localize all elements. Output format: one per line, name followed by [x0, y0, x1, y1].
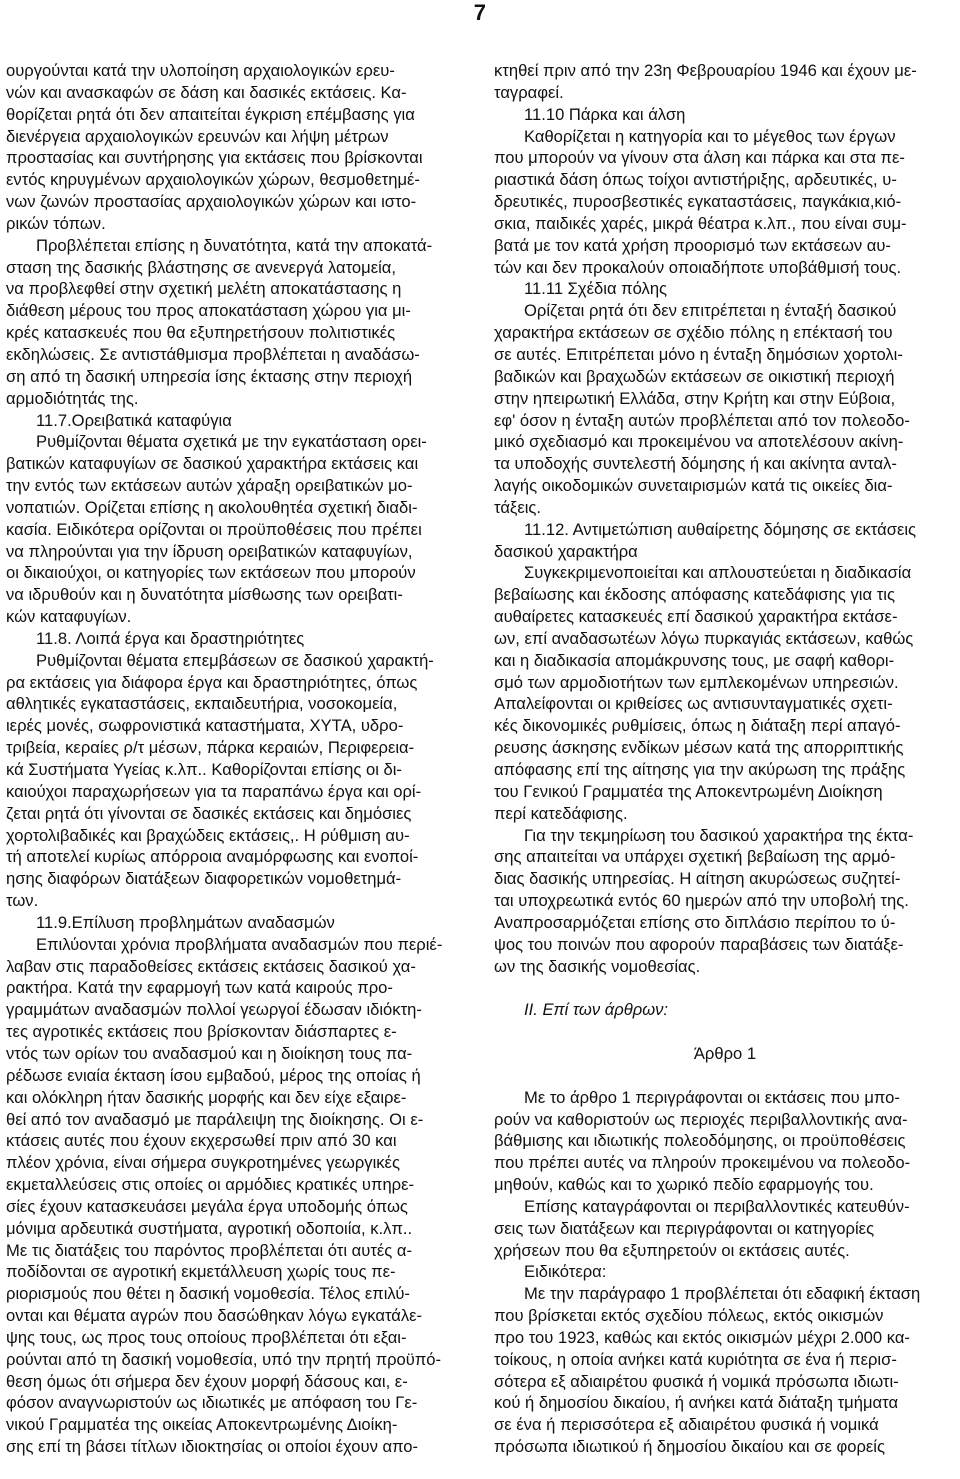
text-line: λαβαν στις παραδοθείσες εκτάσεις εκτάσεις δασικού χα-	[6, 956, 416, 976]
text-line: αυθαίρετες κατασκευές επί δασικού χαρακτήρα εκτάσε-	[494, 607, 898, 627]
text-line: σε αυτές. Επιτρέπεται μόνο η ένταξη δημόσιων χορτολι-	[494, 344, 903, 364]
text-line: απόφασης επί της αίτησης για την ακύρωση της πράξης	[494, 760, 906, 779]
text-line: βατικών καταφυγίων σε δασικού χαρακτήρα εκτάσεις και	[6, 454, 419, 474]
text-line	[494, 977, 956, 999]
text-line: εντός κηρυγμένων αρχαιολογικών χώρων, θεσμοθετημέ-	[6, 170, 420, 190]
text-line: χαρακτήρα εκτάσεων σε σχέδιο πόλης η επέκτασή του	[494, 323, 893, 343]
text-line: σεις των διατάξεων και περιγράφονται οι κατηγορίες	[494, 1218, 875, 1238]
text-line: ουργούνται κατά την υλοποίηση αρχαιολογικών ερευ-	[6, 61, 395, 80]
left-text-column	[6, 60, 468, 1458]
text-line: που μπορούν να γίνουν στα άλση και πάρκα και στα πε-	[494, 148, 905, 168]
text-line: νών και ανασκαφών σε δάση και δασικές εκτάσεις. Κα-	[6, 82, 407, 102]
text-line: θεση όμως ότι σήμερα δεν έχουν μορφή δάσους και, ε-	[6, 1371, 408, 1391]
text-line: εκδηλώσεις. Σε αντιστάθμισμα προβλέπεται η αναδάσω-	[6, 344, 420, 364]
text-line: του Γενικού Γραμματέα της Αποκεντρωμένη Διοίκηση	[494, 781, 883, 801]
text-line: να πληρούνται για την ίδρυση ορειβατικών καταφυγίων,	[6, 541, 413, 561]
text-line: που βρίσκεται εκτός σχεδίου πόλεως, εκτός οικισμών	[494, 1306, 884, 1326]
page-number: 7	[473, 0, 486, 25]
text-line: χρήσεων που θα εξυπηρετούν οι εκτάσεις αυτές.	[494, 1240, 850, 1260]
text-line: μηθούν, καθώς και το χωρικό πεδίο εφαρμογής του.	[494, 1175, 874, 1195]
text-line: διενέργεια αρχαιολογικών ερευνών και λήψη μέτρων	[6, 126, 389, 146]
text-line: Για την τεκμηρίωση του δασικού χαρακτήρα της έκτα-	[524, 825, 914, 845]
text-line: ποδίδονται σε αγροτική εκμετάλλευση χωρίς τους πε-	[6, 1262, 396, 1282]
text-line: ση από τη δασική υπηρεσία ίσης έκτασης στην περιοχή	[6, 366, 413, 386]
text-line: Με το άρθρο 1 περιγράφονται οι εκτάσεις που μπο-	[524, 1087, 900, 1107]
right-text-column	[494, 60, 956, 1458]
text-line: να προβλεφθεί στην σχετική μελέτη αποκατάστασης η	[6, 279, 402, 299]
text-line: προστασίας και συντήρησης για εκτάσεις που βρίσκονται	[6, 148, 423, 168]
text-line: ων της δασικής νομοθεσίας.	[494, 956, 701, 976]
text-line: 11.12. Αντιμετώπιση αυθαίρετης δόμησης σε εκτάσεις	[524, 519, 917, 539]
text-line: νων ζωνών προστασίας αρχαιολογικών χώρων και ιστο-	[6, 192, 417, 212]
text-line: κτηθεί πριν από την 23η Φεβρουαρίου 1946 και έχουν με-	[494, 61, 917, 80]
text-line: Προβλέπεται επίσης η δυνατότητα, κατά την αποκατά-	[36, 235, 433, 255]
text-line: ρούνται από τη δασική νομοθεσία, υπό την πρητή προϋπό-	[6, 1349, 442, 1369]
text-line: δασικού χαρακτήρα	[494, 541, 638, 561]
text-line: ψος του ποινών που αφορούν παραβάσεις των διατάξε-	[494, 934, 904, 954]
text-line: Επίσης καταγράφονται οι περιβαλλοντικές κατευθύν-	[524, 1196, 910, 1216]
text-line: ησης διαφόρων διατάξεων διαφορετικών νομοθετημά-	[6, 869, 402, 889]
text-line: περί κατεδάφισης.	[494, 803, 628, 823]
text-line: κασία. Ειδικότερα ορίζονται οι προϋποθέσεις που πρέπει	[6, 519, 422, 539]
text-line: ρακτήρα. Κατά την εφαρμογή των κατά καιρούς προ-	[6, 978, 393, 998]
text-line: σμό των αρμοδιοτήτων των εμπλεκομένων υπηρεσιών.	[494, 672, 899, 692]
text-line: λαγής οικοδομικών συνεταιρισμών κατά τις οικείες δια-	[494, 476, 893, 496]
text-line: Ρυθμίζονται θέματα σχετικά με την εγκατάσταση ορει-	[36, 432, 427, 452]
text-line: σης επί τη βάσει τίτλων ιδιοκτησίας οι οποίοι έχουν απο-	[6, 1437, 419, 1457]
text-line: ιερές μονές, σωφρονιστικά καταστήματα, ΧΥΤΑ, υδρο-	[6, 716, 404, 736]
text-line: ονται και θέματα αγρών που δασώθηκαν λόγω εγκατάλε-	[6, 1306, 423, 1326]
text-line: νικού Γραμματέα της οικείας Αποκεντρωμένης Διοίκη-	[6, 1415, 398, 1435]
text-line: των.	[6, 891, 39, 911]
text-line: σε ένα ή περισσότερα εξ αδιαιρέτου φυσικά ή νομικά	[494, 1415, 879, 1435]
text-line	[494, 1021, 956, 1043]
text-line: Καθορίζεται η κατηγορία και το μέγεθος των έργων	[524, 126, 896, 146]
text-line: ντός των ορίων του αναδασμού και η διοίκηση τους πα-	[6, 1043, 413, 1063]
text-line: εκμεταλλεύσεις στις οποίες οι αρμόδιες κρατικές υπηρε-	[6, 1175, 415, 1195]
text-line: 11.8. Λοιπά έργα και δραστηριότητες	[36, 628, 305, 648]
text-line: μόνιμα αρδευτικά συστήματα, αγροτική οδοποιία, κ.λπ..	[6, 1218, 413, 1238]
text-line: και η διαδικασία απομάκρυνσης τους, με σαφή καθορι-	[494, 650, 895, 670]
text-line: τριβεία, κεραίες ρ/τ μέσων, πάρκα κεραιών, Περιφερεια-	[6, 738, 415, 758]
text-line: κτάσεις αυτές που έχουν εκχερσωθεί πριν από 30 και	[6, 1131, 397, 1151]
text-line: βεβαίωσης και έκδοσης απόφασης κατεδάφισης για τις	[494, 585, 895, 605]
text-line: βαδικών και βραχωδών εκτάσεων σε οικιστική περιοχή	[494, 366, 895, 386]
text-line: ται υποχρεωτικά εντός 60 ημερών από την υποβολή της.	[494, 891, 909, 911]
text-line: γραμμάτων αναδασμών πολλοί γεωργοί έδωσαν ιδιόκτη-	[6, 1000, 422, 1020]
text-line: σίες έχουν κατασκευάσει μεγάλα έργα υποδομής όπως	[6, 1196, 408, 1216]
text-line: θορίζεται ρητά ότι δεν απαιτείται έγκριση επέμβασης για	[6, 104, 415, 124]
text-line: να ιδρυθούν και η δυνατότητα μίσθωσης των ορειβατι-	[6, 585, 403, 605]
text-line: ων, επί αναδασωτέων λόγω πυρκαγιάς εκτάσεων, καθώς	[494, 628, 914, 648]
text-line: που πρέπει αυτές να πληρούν προκειμένου να πολεοδο-	[494, 1153, 911, 1173]
text-line: ριορισμούς που θέτει η δασική νομοθεσία. Τέλος επιλύ-	[6, 1284, 410, 1304]
text-line: κά Συστήματα Υγείας κ.λπ.. Καθορίζονται επίσης οι δι-	[6, 760, 402, 779]
text-line: ρούν να καθοριστούν ως περιοχές περιβαλλοντικής ανα-	[494, 1109, 908, 1129]
text-line: τή αποτελεί κυρίως απόρροια αναμόρφωσης και ενοποί-	[6, 847, 419, 867]
text-line: οι δικαιούχοι, οι κατηγορίες των εκτάσεων που μπορούν	[6, 563, 416, 583]
text-line: την εντός των εκτάσεων αυτών χάραξη ορειβατικών μο-	[6, 476, 413, 496]
text-line: προ του 1923, καθώς και εκτός οικισμών μέχρι 2.000 κα-	[494, 1327, 910, 1347]
text-line: αρμοδιότητάς της.	[6, 388, 139, 408]
text-line: βάθμισης και ιδιωτικής πολεοδόμησης, οι προϋποθέσεις	[494, 1131, 906, 1151]
text-line: Απαλείφονται οι κριθείσες ως αντισυνταγματικές σχετι-	[494, 694, 893, 714]
text-line: πρόσωπα ιδιωτικού ή δημοσίου δικαίου και σε φορείς	[494, 1437, 885, 1457]
text-line: διάθεση μέρους του προς αποκατάσταση χώρου για μι-	[6, 301, 411, 321]
text-line: Ορίζεται ρητά ότι δεν επιτρέπεται η ένταξή δασικού	[524, 301, 897, 321]
text-line: 11.9.Επίλυση προβλημάτων αναδασμών	[36, 912, 335, 932]
text-line: τες αγροτικές εκτάσεις που βρίσκονταν διάσπαρτες ε-	[6, 1022, 397, 1042]
text-line: Άρθρο 1	[693, 1043, 757, 1063]
text-line: πλέον χρόνια, είναι σήμερα συγκροτημένες γεωργικές	[6, 1153, 400, 1173]
text-line: σότερα εξ αδιαιρέτου φυσικά ή νομικά πρόσωπα ιδιωτι-	[494, 1371, 899, 1391]
text-line: δρευτικές, πυροσβεστικές εγκαταστάσεις, παγκάκια,κιό-	[494, 192, 902, 212]
text-line: ριαστικά δάση όπως τοίχοι αντιστήριξης, αρδευτικές, υ-	[494, 170, 897, 190]
text-line: στην ηπειρωτική Ελλάδα, στην Κρήτη και στην Εύβοια,	[494, 388, 896, 408]
text-line: ρα εκτάσεις για διάφορα έργα και δραστηριότητες, όπως	[6, 672, 418, 692]
text-line: σκια, παιδικές χαρές, μικρά θέατρα κ.λπ., που είναι συμ-	[494, 213, 907, 233]
text-line: τα υποδοχής συντελεστή δόμησης ή και ακίνητα ανταλ-	[494, 454, 897, 474]
text-line: 11.11 Σχέδια πόλης	[524, 279, 668, 299]
text-line: κού ή δημοσίου δικαίου, ή ανήκει κατά διάταξη τμήματα	[494, 1393, 899, 1413]
text-line: Με την παράγραφο 1 προβλέπεται ότι εδαφική έκταση	[524, 1284, 921, 1304]
text-line: Ειδικότερα:	[524, 1262, 607, 1282]
text-line: ζεται ρητά ότι γίνονται σε δασικές εκτάσεις και δημόσιες	[6, 803, 412, 823]
text-line: 11.7.Ορειβατικά καταφύγια	[36, 410, 232, 430]
text-line: ψης τους, ως προς τους οποίους προβλέπεται ότι εξαι-	[6, 1327, 407, 1347]
text-line: χορτολιβαδικές και βραχώδεις εκτάσεις,. Η ρύθμιση αυ-	[6, 825, 410, 845]
text-line: ρευσης άσκησης ενδίκων μέσων κατά της απορριπτικής	[494, 738, 904, 758]
text-line: ρικών τόπων.	[6, 213, 106, 233]
text-line: κρές κατασκευές που θα εξυπηρετήσουν πολιτιστικές	[6, 323, 396, 343]
text-line: θεί από τον αναδασμό με παράλειψη της διοίκησης. Οι ε-	[6, 1109, 424, 1129]
text-line: τάξεις.	[494, 497, 542, 517]
text-line: τοίκους, η οποία ανήκει κατά κυριότητα σε ένα ή περισ-	[494, 1349, 897, 1369]
text-line: ρέδωσε ενιαία έκταση ίσου εμβαδού, μέρος της οποίας ή	[6, 1065, 421, 1085]
text-line: Επιλύονται χρόνια προβλήματα αναδασμών που περιέ-	[36, 934, 443, 954]
text-line: Ρυθμίζονται θέματα επεμβάσεων σε δασικού χαρακτή-	[36, 650, 434, 670]
text-line: 11.10 Πάρκα και άλση	[524, 104, 686, 124]
text-line: και ολόκληρη ήταν δασικής μορφής και δεν είχε εξαιρε-	[6, 1087, 407, 1107]
text-line: φόσον αναγνωριστούν ως ιδιωτικές με απόφαση του Γε-	[6, 1393, 418, 1413]
text-line: μικό σχεδιασμό και προκειμένου να αποτελέσουν ακίνη-	[494, 432, 904, 452]
text-line: κών καταφυγίων.	[6, 607, 132, 627]
text-line: κές δικονομικές ρυθμίσεις, όπως η διάταξη περί απαγό-	[494, 716, 901, 736]
text-line	[494, 1065, 956, 1087]
text-line: ΙΙ. Επί των άρθρων:	[524, 1000, 669, 1020]
text-line: νοπατιών. Ορίζεται επίσης η ακολουθητέα σχετική διαδι-	[6, 497, 418, 517]
text-line: Συγκεκριμενοποιείται και απλουστεύεται η διαδικασία	[524, 563, 912, 583]
text-line: καιούχοι παραχωρήσεων για τα παραπάνω έργα και ορί-	[6, 781, 422, 801]
text-line: βατά με τον κατά χρήση προορισμό των εκτάσεων αυ-	[494, 235, 891, 255]
text-line: διας δασικής υπηρεσίας. Η αίτηση ακυρώσεως συζητεί-	[494, 869, 901, 889]
text-line: αθλητικές εγκαταστάσεις, εκπαιδευτήρια, νοσοκομεία,	[6, 694, 398, 714]
text-line: σης απαιτείται να υπάρχει σχετική βεβαίωση της αρμό-	[494, 847, 896, 867]
text-line: Με τις διατάξεις του παρόντος προβλέπεται ότι αυτές α-	[6, 1240, 412, 1260]
text-line: τών και δεν προκαλούν οποιαδήποτε υποβάθμισή τους.	[494, 257, 902, 277]
text-line: Αναπροσαρμόζεται επίσης στο διπλάσιο περίπου το ύ-	[494, 912, 896, 932]
text-line: εφ' όσον η ένταξη αυτών προβλέπεται από τον πολεοδο-	[494, 410, 910, 430]
text-line: ταγραφεί.	[494, 82, 564, 102]
text-line: σταση της δασικής βλάστησης σε ανενεργά λατομεία,	[6, 257, 397, 277]
